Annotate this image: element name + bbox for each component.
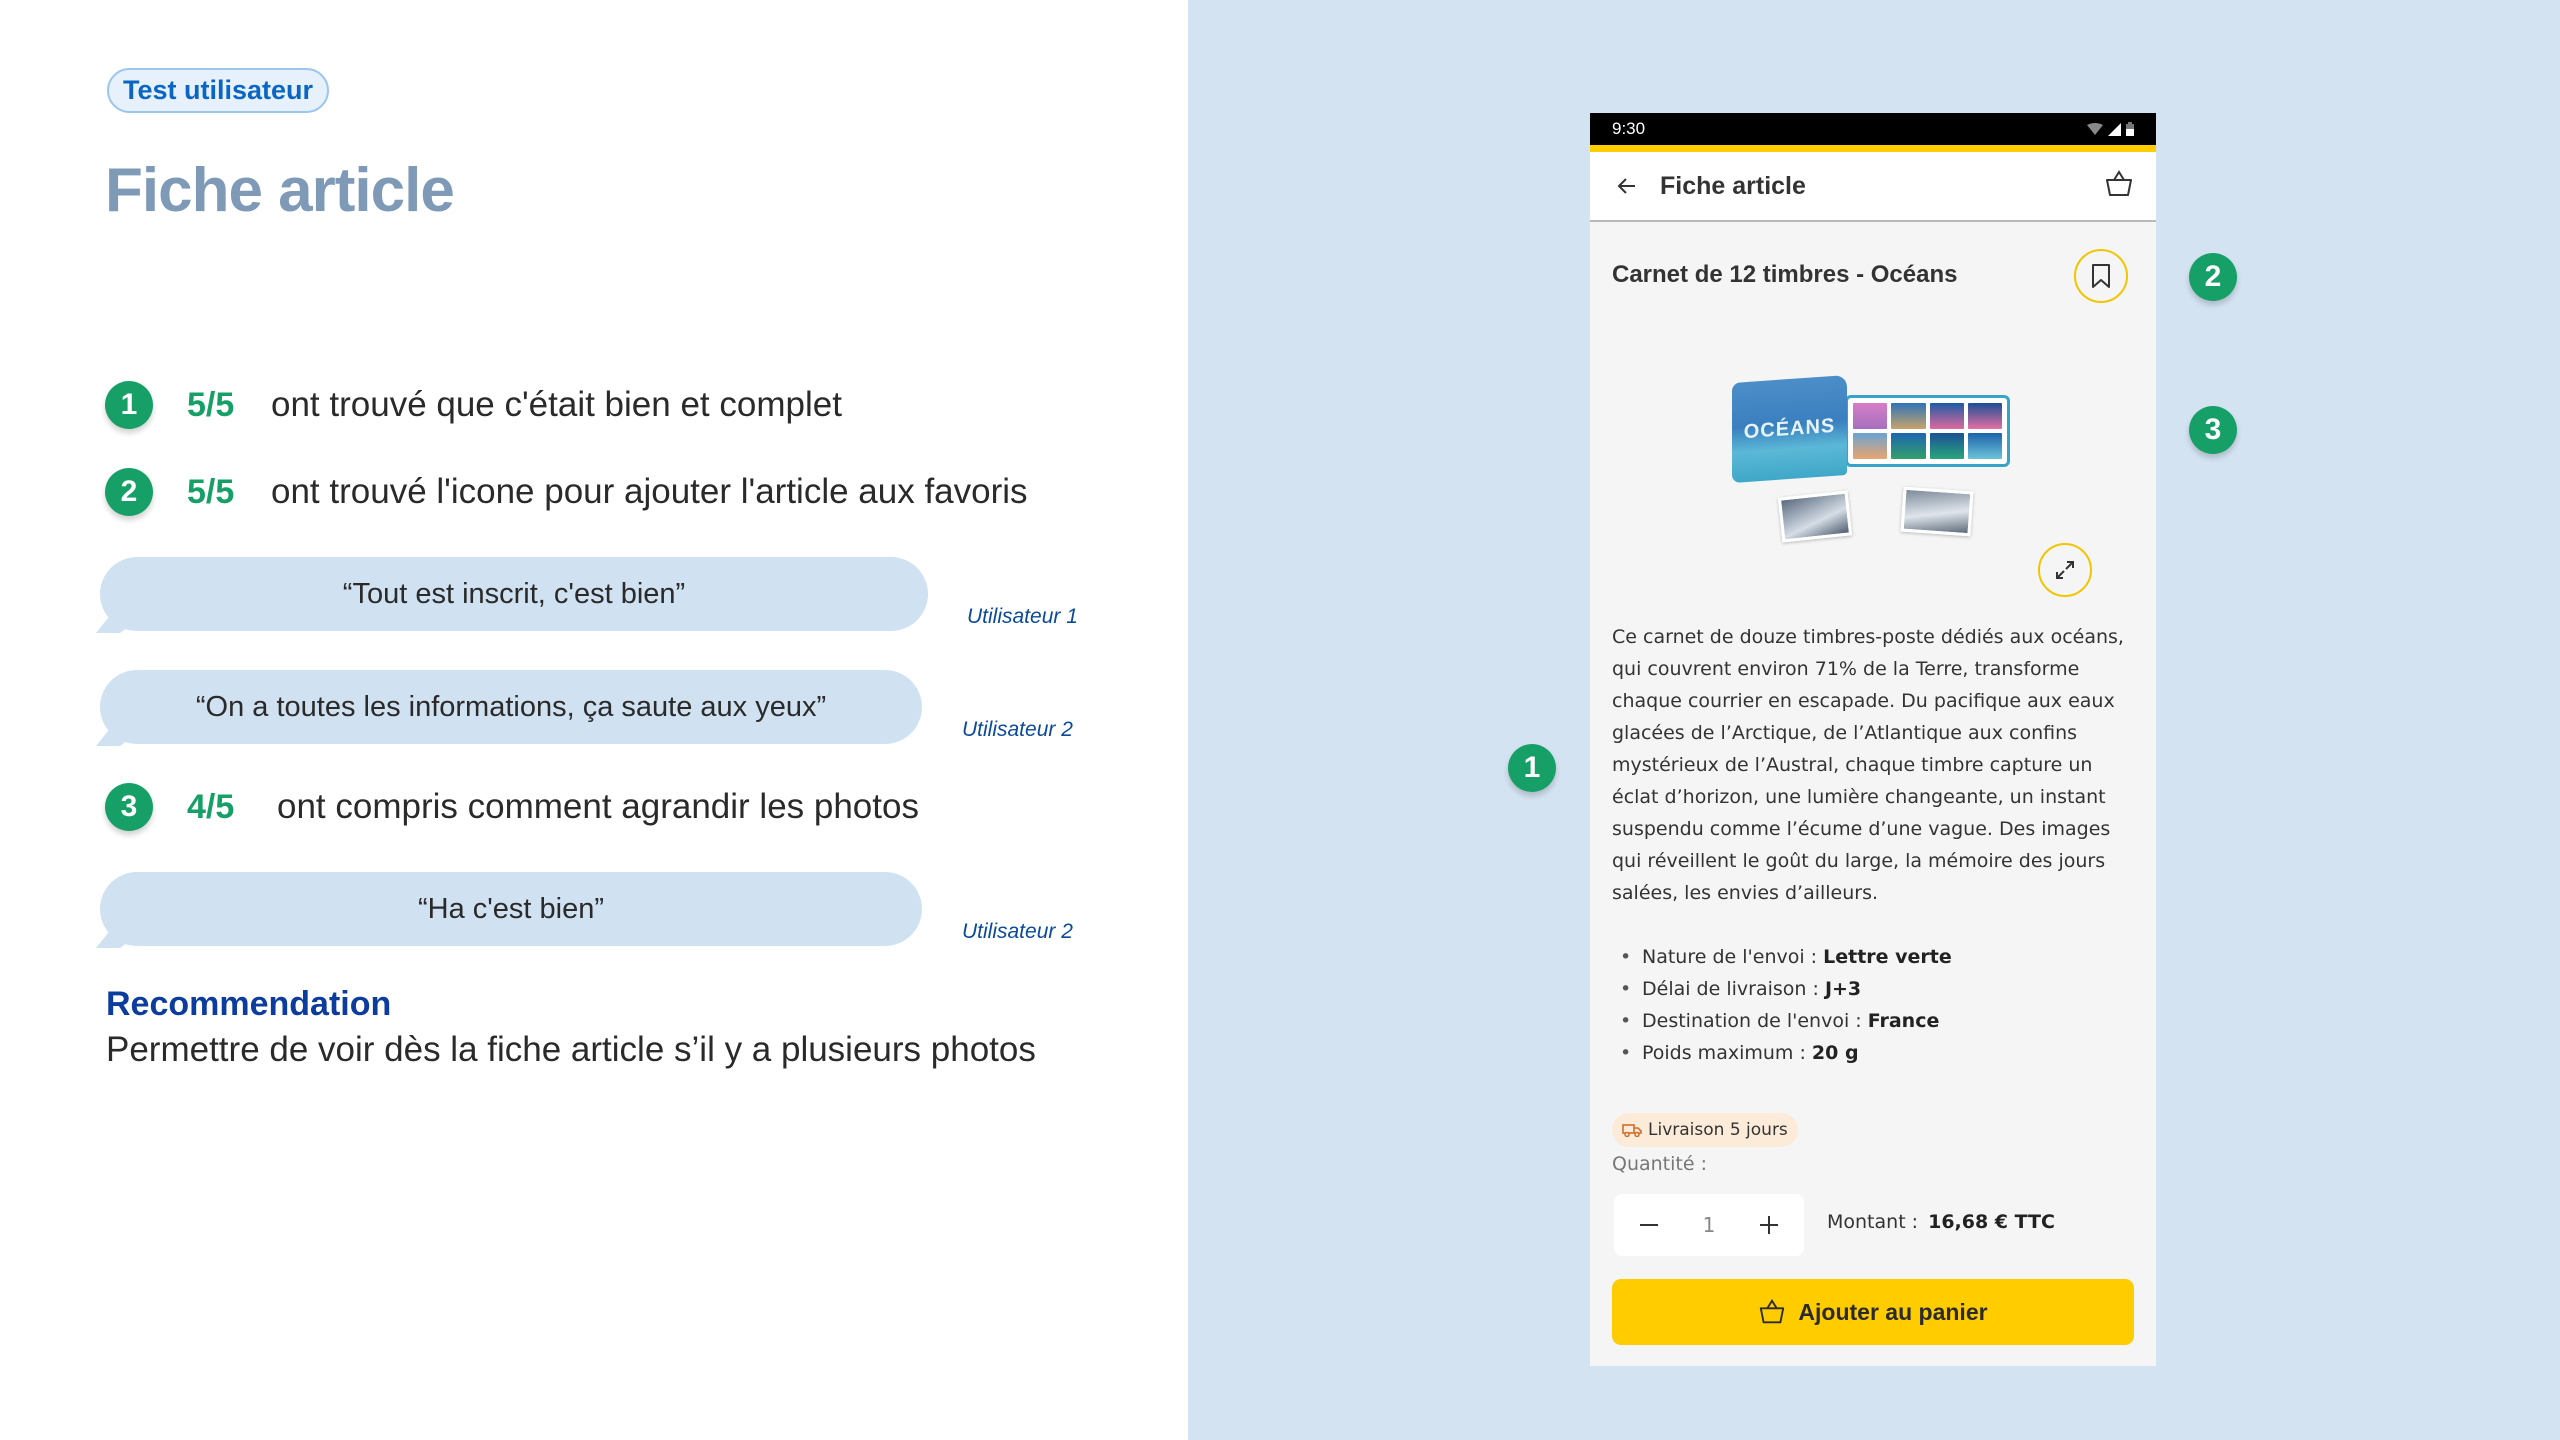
decrement-button[interactable] bbox=[1634, 1210, 1664, 1240]
delivery-badge bbox=[1612, 1113, 1798, 1147]
quote-author: Utilisateur 2 bbox=[962, 718, 1073, 741]
quote-text: “Tout est inscrit, c'est bien” bbox=[342, 577, 686, 610]
quote-bubble-2 bbox=[100, 670, 922, 744]
finding-score: 5/5 bbox=[187, 472, 235, 511]
truck-icon bbox=[1622, 1123, 1642, 1137]
plus-icon bbox=[1758, 1214, 1780, 1236]
quote-bubble-3 bbox=[100, 872, 922, 946]
bookmark-icon bbox=[2090, 263, 2112, 289]
test-badge: Test utilisateur bbox=[107, 68, 329, 113]
loose-stamp bbox=[1778, 490, 1852, 542]
finding-score: 4/5 bbox=[187, 787, 235, 826]
page-title: Fiche article bbox=[105, 156, 454, 225]
increment-button[interactable] bbox=[1754, 1210, 1784, 1240]
recommendation-title: Recommendation bbox=[106, 985, 392, 1023]
delivery-text: Livraison 5 jours bbox=[1648, 1120, 1788, 1140]
quantity-stepper[interactable] bbox=[1614, 1194, 1804, 1256]
marker-2: 2 bbox=[2189, 253, 2237, 301]
minus-icon bbox=[1638, 1214, 1660, 1236]
expand-image-button[interactable] bbox=[2038, 543, 2092, 597]
spec-item: • Nature de l'envoi : Lettre verte bbox=[1612, 941, 1952, 973]
status-time: 9:30 bbox=[1612, 119, 1646, 138]
quantity-label: Quantité : bbox=[1612, 1153, 1707, 1175]
favorite-button[interactable] bbox=[2074, 249, 2128, 303]
product-title: Carnet de 12 timbres - Océans bbox=[1612, 261, 1958, 288]
spec-item: • Poids maximum : 20 g bbox=[1612, 1037, 1952, 1069]
arrow-left-icon bbox=[1615, 174, 1639, 198]
number-marker: 2 bbox=[105, 468, 153, 516]
stamp-strip bbox=[1845, 395, 2010, 467]
recommendation-text: Permettre de voir dès la fiche article s’il y a plusieurs photos bbox=[106, 1030, 1036, 1069]
number-marker: 3 bbox=[105, 783, 153, 831]
number-marker: 1 bbox=[105, 381, 153, 429]
product-specs bbox=[1612, 941, 1952, 1069]
finding-text: ont trouvé que c'était bien et complet bbox=[271, 385, 842, 424]
finding-1 bbox=[105, 380, 842, 430]
product-description: Ce carnet de douze timbres-poste dédiés aux océans, qui couvrent environ 71% de la Terre, transforme chaque courrier en escapade. Du pacifique aux eaux glacées de l’Arctique, de l’Atlantique aux confins mystérieux de l’Austral, chaque timbre capture un éclat d’horizon, une lumière changeante, un instant suspendu comme l’écume d’une vague. Des images qui réveillent le goût du large, la mémoire des jours salées, les envies d’ailleurs. bbox=[1612, 626, 2124, 904]
wifi-icon bbox=[2087, 123, 2103, 135]
cart-button[interactable] bbox=[2104, 169, 2134, 204]
loose-stamp bbox=[1901, 487, 1974, 537]
phone-mockup bbox=[1590, 113, 2156, 1366]
basket-icon bbox=[2104, 169, 2134, 199]
product-image[interactable] bbox=[1730, 371, 2010, 541]
finding-score: 5/5 bbox=[187, 385, 235, 424]
quote-bubble-1 bbox=[100, 557, 928, 631]
amount bbox=[1827, 1211, 2055, 1233]
marker-3: 3 bbox=[2189, 406, 2237, 454]
marker-1: 1 bbox=[1508, 744, 1556, 792]
app-bar bbox=[1590, 152, 2156, 222]
spec-item: • Destination de l'envoi : France bbox=[1612, 1005, 1952, 1037]
basket-icon bbox=[1758, 1298, 1786, 1326]
slide-left-panel bbox=[0, 0, 1188, 1440]
app-bar-title: Fiche article bbox=[1660, 171, 1806, 200]
booklet-cover: OCÉANS bbox=[1732, 375, 1847, 483]
amount-label: Montant : bbox=[1827, 1211, 1919, 1233]
quote-author: Utilisateur 2 bbox=[962, 920, 1073, 943]
add-to-cart-label: Ajouter au panier bbox=[1798, 1298, 1988, 1325]
finding-text: ont trouvé l'icone pour ajouter l'article aux favoris bbox=[271, 472, 1028, 511]
brand-accent-bar bbox=[1590, 145, 2156, 152]
spec-item: • Délai de livraison : J+3 bbox=[1612, 973, 1952, 1005]
battery-icon bbox=[2126, 122, 2134, 136]
back-button[interactable] bbox=[1612, 171, 1642, 201]
signal-icon bbox=[2108, 123, 2121, 136]
quote-text: “On a toutes les informations, ça saute aux yeux” bbox=[195, 690, 827, 723]
finding-3 bbox=[105, 782, 919, 832]
expand-icon bbox=[2053, 558, 2077, 582]
status-bar bbox=[1590, 113, 2156, 145]
quote-text: “Ha c'est bien” bbox=[417, 892, 605, 925]
finding-2 bbox=[105, 467, 1028, 517]
quantity-value[interactable]: 1 bbox=[1702, 1213, 1716, 1237]
amount-value: 16,68 € TTC bbox=[1928, 1211, 2055, 1233]
finding-text: ont compris comment agrandir les photos bbox=[277, 787, 919, 826]
quote-author: Utilisateur 1 bbox=[967, 605, 1078, 628]
add-to-cart-button[interactable] bbox=[1612, 1279, 2134, 1345]
